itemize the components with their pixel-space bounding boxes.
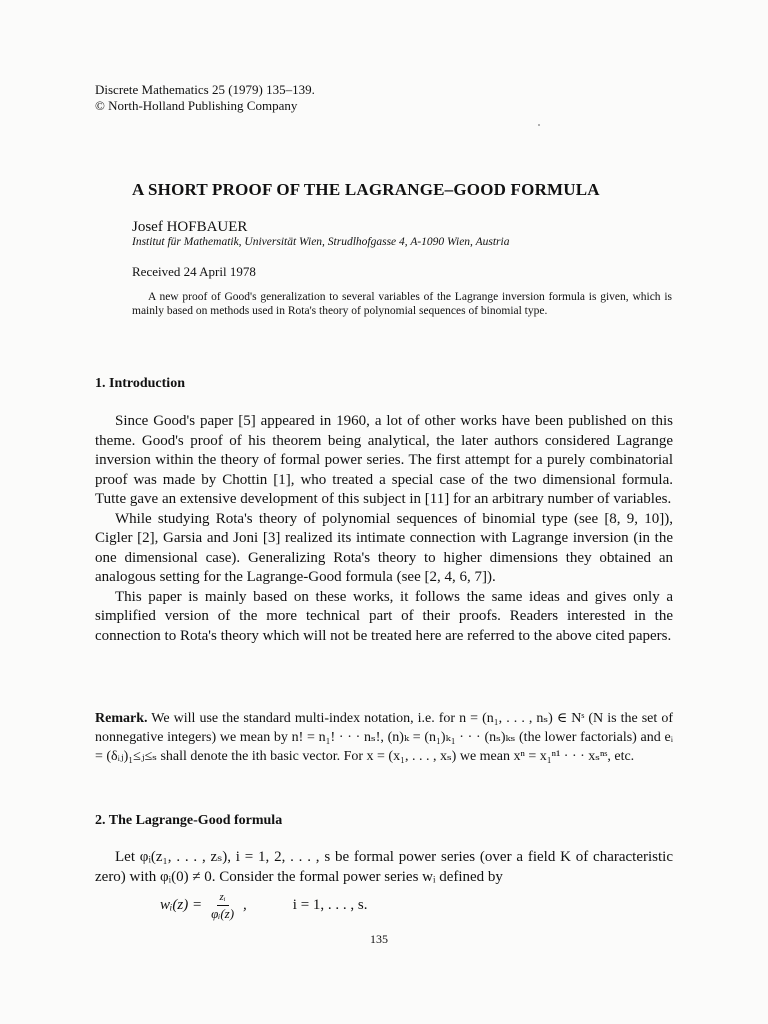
journal-header xyxy=(95,82,315,114)
paper-title: A SHORT PROOF OF THE LAGRANGE–GOOD FORMULA xyxy=(132,180,600,199)
formula-fraction xyxy=(208,890,237,921)
remark-text: We will use the standard multi-index notation, i.e. for n = (n₁, . . . , nₛ) ∈ Nˢ (N is the set of nonnegative integers) we mean by n! = n₁! · · · nₛ!, (n)ₖ = (n₁)ₖ₁ · · · (nₛ)ₖₛ (the lower factorials) and eᵢ = (δᵢⱼ)₁≤ⱼ≤ₛ shall denote the ith basic vector. For x = (x₁, . . . , xₛ) we mean xⁿ = x₁ⁿ¹ · · · xₛⁿˢ, etc. xyxy=(95,711,673,764)
formula-denominator: φᵢ(z) xyxy=(211,906,235,921)
author-name: Josef HOFBAUER xyxy=(132,219,248,235)
remark-block xyxy=(95,709,673,766)
formula-numerator: zᵢ xyxy=(217,890,229,906)
journal-citation: Discrete Mathematics 25 (1979) 135–139. xyxy=(95,82,315,97)
section2-body xyxy=(95,848,673,887)
paragraph: Let φᵢ(z₁, . . . , zₛ), i = 1, 2, . . . , s be formal power series (over a field K of characteristic zero) with φᵢ(0) ≠ 0. Consider the formal power series wᵢ defined by xyxy=(95,849,673,885)
remark-label: Remark. xyxy=(95,711,148,726)
formula-lhs: wᵢ(z) = xyxy=(160,897,203,913)
paragraph: This paper is mainly based on these works, it follows the same ideas and gives only a simplified version of the more technical part of their proofs. Readers interested in the connection to Rota's theory which will not be treated here are referred to the above cited papers. xyxy=(95,588,673,644)
section-heading-introduction: 1. Introduction xyxy=(95,376,185,391)
abstract-text: A new proof of Good's generalization to several variables of the Lagrange inversion formula is given, which is mainly based on methods used in Rota's theory of polynomial sequences of binomial type. xyxy=(132,291,672,317)
formula-range: i = 1, . . . , s. xyxy=(292,897,368,913)
abstract xyxy=(132,290,672,318)
page-number: 135 xyxy=(370,932,388,946)
introduction-body xyxy=(95,412,673,646)
publisher-line: © North-Holland Publishing Company xyxy=(95,98,298,113)
received-date: Received 24 April 1978 xyxy=(132,264,256,279)
formula-comma: , xyxy=(243,897,247,913)
display-formula xyxy=(160,890,368,921)
author-affiliation: Institut für Mathematik, Universität Wien, Strudlhofgasse 4, A-1090 Wien, Austria xyxy=(132,236,510,248)
scan-speck xyxy=(538,124,540,126)
section-heading-lagrange-good: 2. The Lagrange-Good formula xyxy=(95,813,283,828)
paragraph: Since Good's paper [5] appeared in 1960, a lot of other works have been published on this theme. Good's proof of his theorem being analytical, the later authors considered Lagrange inversion within the theory of formal power series. The first attempt for a purely combinatorial proof was made by Chottin [1], who treated a special case of the two dimensional formula. Tutte gave an extensive development of this subject in [11] for an arbitrary number of variables. xyxy=(95,413,673,507)
paragraph: While studying Rota's theory of polynomial sequences of binomial type (see [8, 9, 10]), Cigler [2], Garsia and Joni [3] realized its intimate connection with Lagrange inversion (in the one dimensional case). Generalizing Rota's theory to higher dimensions they obtained an analogous setting for the Lagrange-Good formula (see [2, 4, 6, 7]). xyxy=(95,510,673,585)
